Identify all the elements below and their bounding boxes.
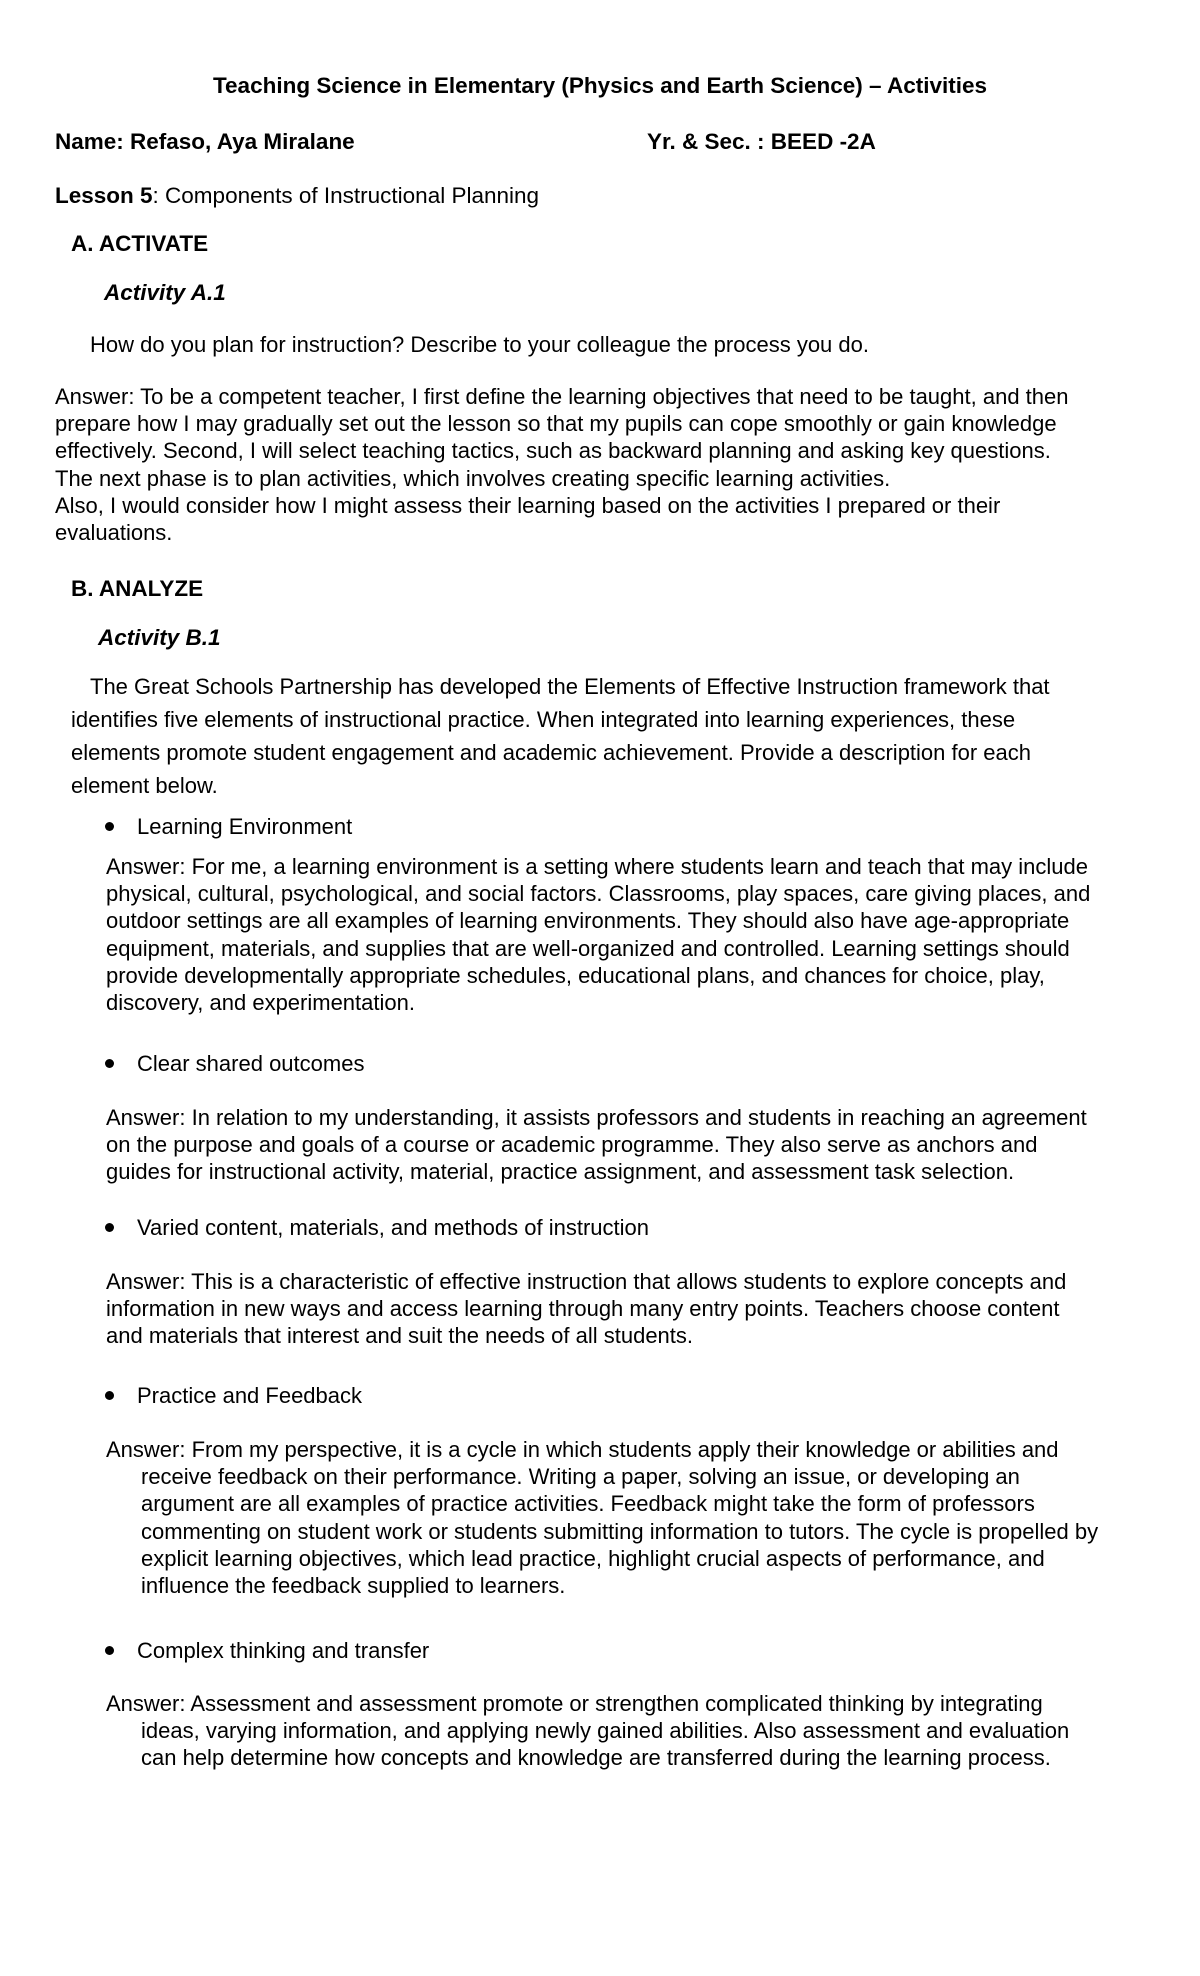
- bullet-icon: [105, 1223, 114, 1232]
- answer-line: prepare how I may gradually set out the lesson so that my pupils can cope smoothly or gain knowledge: [55, 411, 1057, 437]
- student-name: Name: Refaso, Aya Miralane: [55, 129, 355, 154]
- answer-line: discovery, and experimentation.: [106, 990, 415, 1016]
- answer-line: Answer: In relation to my understanding, it assists professors and students in reaching an agreement: [106, 1105, 1087, 1130]
- element-label: Practice and Feedback: [137, 1383, 363, 1408]
- activity-a1-answer: [55, 383, 1068, 546]
- element-label: Complex thinking and transfer: [137, 1638, 430, 1663]
- answer-line: Answer: This is a characteristic of effective instruction that allows students to explore concepts and: [106, 1269, 1067, 1294]
- element-label: Varied content, materials, and methods of instruction: [137, 1215, 649, 1240]
- bullet-icon: [105, 1059, 114, 1068]
- answer-line: and materials that interest and suit the needs of all students.: [106, 1323, 694, 1349]
- answer-line: Answer: To be a competent teacher, I first define the learning objectives that need to be taught, and then: [55, 384, 1069, 409]
- answer-line: commenting on student work or students submitting information to tutors. The cycle is propelled by: [141, 1518, 1099, 1544]
- answer-line: explicit learning objectives, which lead practice, highlight crucial aspects of performance, and: [141, 1545, 1045, 1571]
- answer-line: equipment, materials, and supplies that are well-organized and controlled. Learning settings should: [106, 935, 1070, 961]
- answer-line: provide developmentally appropriate schedules, educational plans, and chances for choice, play,: [106, 962, 1045, 988]
- element-learning-environment: [105, 812, 352, 842]
- intro-line: The Great Schools Partnership has developed the Elements of Effective Instruction framework that: [90, 674, 1050, 699]
- answer-line: outdoor settings are all examples of learning environments. They should also have age-appropriate: [106, 908, 1070, 934]
- element-practice-feedback: [105, 1381, 362, 1411]
- lesson-label: Lesson 5: [55, 183, 153, 208]
- answer-line: argument are all examples of practice activities. Feedback might take the form of professors: [141, 1491, 1035, 1517]
- element-varied-content-answer: [106, 1268, 1066, 1350]
- element-complex-thinking-answer: [106, 1690, 1069, 1772]
- answer-line: receive feedback on their performance. Writing a paper, solving an issue, or developing an: [141, 1464, 1020, 1490]
- activity-b1-heading: Activity B.1: [98, 625, 221, 650]
- answer-line: Answer: Assessment and assessment promote or strengthen complicated thinking by integrating: [106, 1691, 1043, 1716]
- answer-line: effectively. Second, I will select teaching tactics, such as backward planning and asking key questions.: [55, 438, 1051, 464]
- answer-line: Also, I would consider how I might assess their learning based on the activities I prepared or their: [55, 492, 1001, 518]
- answer-line: on the purpose and goals of a course or academic programme. They also serve as anchors and: [106, 1132, 1038, 1158]
- intro-line: identifies five elements of instructional practice. When integrated into learning experiences, these: [71, 707, 1016, 732]
- answer-line: Answer: For me, a learning environment is a setting where students learn and teach that may include: [106, 854, 1088, 879]
- answer-line: can help determine how concepts and knowledge are transferred during the learning process.: [141, 1745, 1051, 1771]
- intro-line: elements promote student engagement and academic achievement. Provide a description for each: [71, 740, 1032, 765]
- bullet-icon: [105, 1646, 114, 1655]
- activity-a1-heading: Activity A.1: [104, 280, 226, 305]
- activity-a1-question: How do you plan for instruction? Describe to your colleague the process you do.: [90, 332, 869, 357]
- element-practice-feedback-answer: [106, 1436, 1098, 1599]
- answer-line: guides for instructional activity, material, practice assignment, and assessment task selection.: [106, 1159, 1015, 1185]
- section-b-heading: B. ANALYZE: [71, 576, 204, 601]
- answer-line: physical, cultural, psychological, and social factors. Classrooms, play spaces, care giving places, and: [106, 881, 1091, 907]
- bullet-icon: [105, 1391, 114, 1400]
- element-varied-content: [105, 1213, 649, 1243]
- year-section: Yr. & Sec. : BEED -2A: [647, 129, 876, 154]
- bullet-icon: [105, 822, 114, 831]
- student-info: [55, 127, 1145, 157]
- answer-line: ideas, varying information, and applying newly gained abilities. Also assessment and evaluation: [141, 1718, 1070, 1744]
- answer-line: influence the feedback supplied to learners.: [141, 1573, 566, 1599]
- answer-line: Answer: From my perspective, it is a cycle in which students apply their knowledge or abilities and: [106, 1437, 1059, 1462]
- lesson-title: : Components of Instructional Planning: [152, 183, 540, 208]
- activity-b1-intro: [71, 670, 1050, 802]
- element-label: Clear shared outcomes: [137, 1051, 365, 1076]
- answer-line: evaluations.: [55, 520, 173, 546]
- answer-line: The next phase is to plan activities, which involves creating specific learning activities.: [55, 465, 891, 491]
- element-clear-shared-outcomes-answer: [106, 1104, 1087, 1186]
- element-label: Learning Environment: [137, 814, 353, 839]
- answer-line: information in new ways and access learning through many entry points. Teachers choose content: [106, 1296, 1060, 1322]
- document-title: Teaching Science in Elementary (Physics and Earth Science) – Activities: [212, 73, 988, 98]
- section-a-heading: A. ACTIVATE: [71, 231, 209, 256]
- lesson-line: [55, 181, 539, 211]
- intro-line: element below.: [71, 773, 218, 798]
- element-learning-environment-answer: [106, 853, 1090, 1016]
- element-complex-thinking: [105, 1636, 429, 1666]
- element-clear-shared-outcomes: [105, 1049, 364, 1079]
